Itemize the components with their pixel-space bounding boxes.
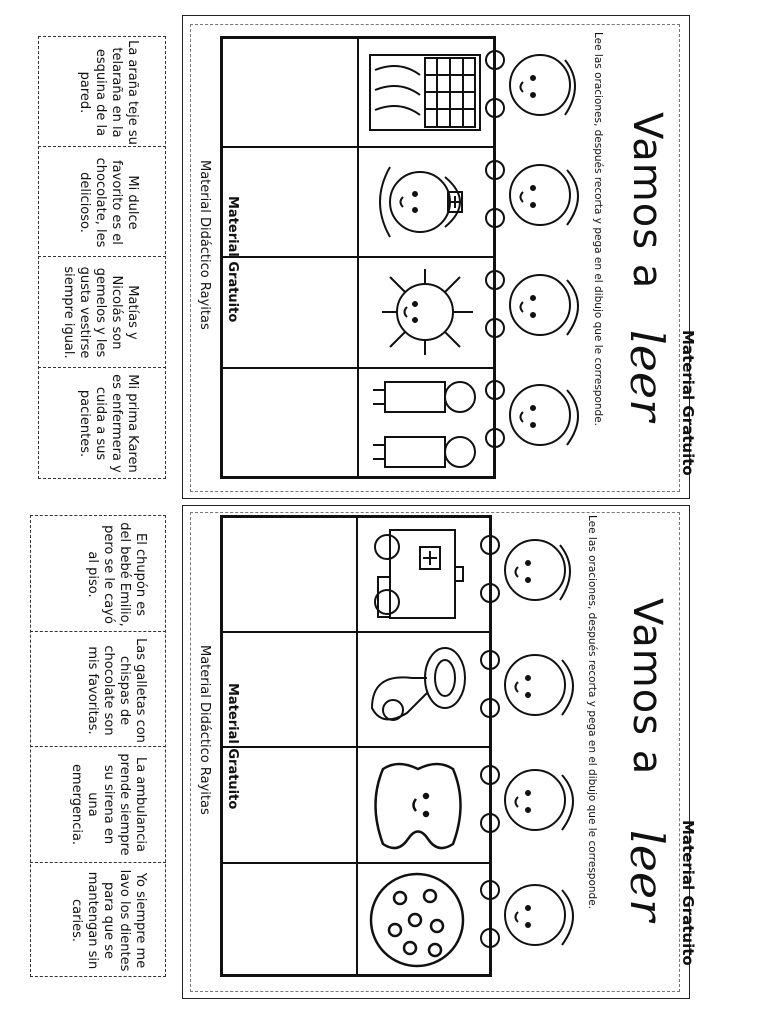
sentence-card: Yo siempre me lavo los dientes para que se mantengan sin caries. [69, 869, 148, 972]
worksheet-2-watermark: Material Gratuito [679, 820, 697, 966]
strip-divider [30, 631, 166, 633]
strip-divider [38, 367, 166, 369]
kid-face-icon [486, 271, 578, 337]
grid-divider [220, 256, 496, 258]
nurse-icon [370, 152, 480, 252]
grid-divider [220, 862, 492, 864]
kid-face-icon [486, 381, 578, 447]
strip-divider [30, 746, 166, 748]
kid-face-icon [486, 161, 578, 227]
kid-face-icon [486, 51, 575, 117]
worksheet-1-watermark: Material Gratuito [679, 330, 697, 476]
grid-divider [220, 367, 496, 369]
kid-face-icon [481, 766, 573, 832]
worksheet-1-kids-row [485, 40, 600, 480]
worksheet-2-kids-row [480, 525, 595, 975]
kid-face-icon [481, 651, 573, 717]
ambulance-icon [365, 522, 475, 627]
kid-face-icon [481, 881, 573, 947]
grid-divider [220, 146, 496, 148]
worksheet-2-grid-mark-2: Material Didáctico Rayitas [197, 645, 212, 815]
strip-divider [30, 862, 166, 864]
strip-divider [38, 256, 166, 258]
twins-icon [365, 372, 485, 477]
worksheet-1-title: Vamos a [624, 112, 670, 290]
sentence-card: El chupón es del bebé Emilio, pero se le cayó al piso. [85, 522, 148, 627]
worksheet-2-title-script: leer [620, 830, 674, 922]
grid-divider [220, 631, 492, 633]
strip-divider [38, 146, 166, 148]
sentence-card: La ambulancia prende siempre su sirena en una emergencia. [69, 753, 148, 856]
grid-divider [220, 746, 492, 748]
kid-face-icon [481, 536, 570, 602]
worksheet-2-instructions: Lee las oraciones, después recorta y pega en el dibujo que le corresponde. [586, 515, 598, 910]
pacifier-icon [365, 638, 475, 743]
sentence-card: Mi prima Karen es enfermera y cuida a sus pacientes. [77, 374, 140, 473]
tooth-icon [368, 754, 473, 859]
sentence-card: Mi dulce favorito es el chocolate, les delicioso. [77, 157, 140, 248]
worksheet-1-title-script: leer [620, 330, 674, 422]
chocolate-bar-icon [365, 50, 485, 135]
worksheet-2-grid-mark: Material Gratuito [225, 683, 240, 810]
sentence-card: Las galletas con chispas de chocolate son mis favoritas. [85, 638, 148, 743]
worksheet-1-instructions: Lee las oraciones, después recorta y pega en el dibujo que le corresponde. [592, 32, 604, 427]
worksheet-1-grid-mark: Material Gratuito [225, 196, 240, 323]
spider-icon [370, 262, 480, 362]
sentence-card: Matías y Nicolás son gemelos y les gusta vestirse siempre igual. [61, 266, 140, 359]
cookie-icon [365, 868, 475, 973]
sentence-card: La araña teje su telaraña en la esquina de la pared. [77, 40, 140, 145]
worksheet-2-title: Vamos a [624, 598, 670, 776]
worksheet-1-grid-mark-2: Material Didáctico Rayitas [197, 160, 212, 330]
